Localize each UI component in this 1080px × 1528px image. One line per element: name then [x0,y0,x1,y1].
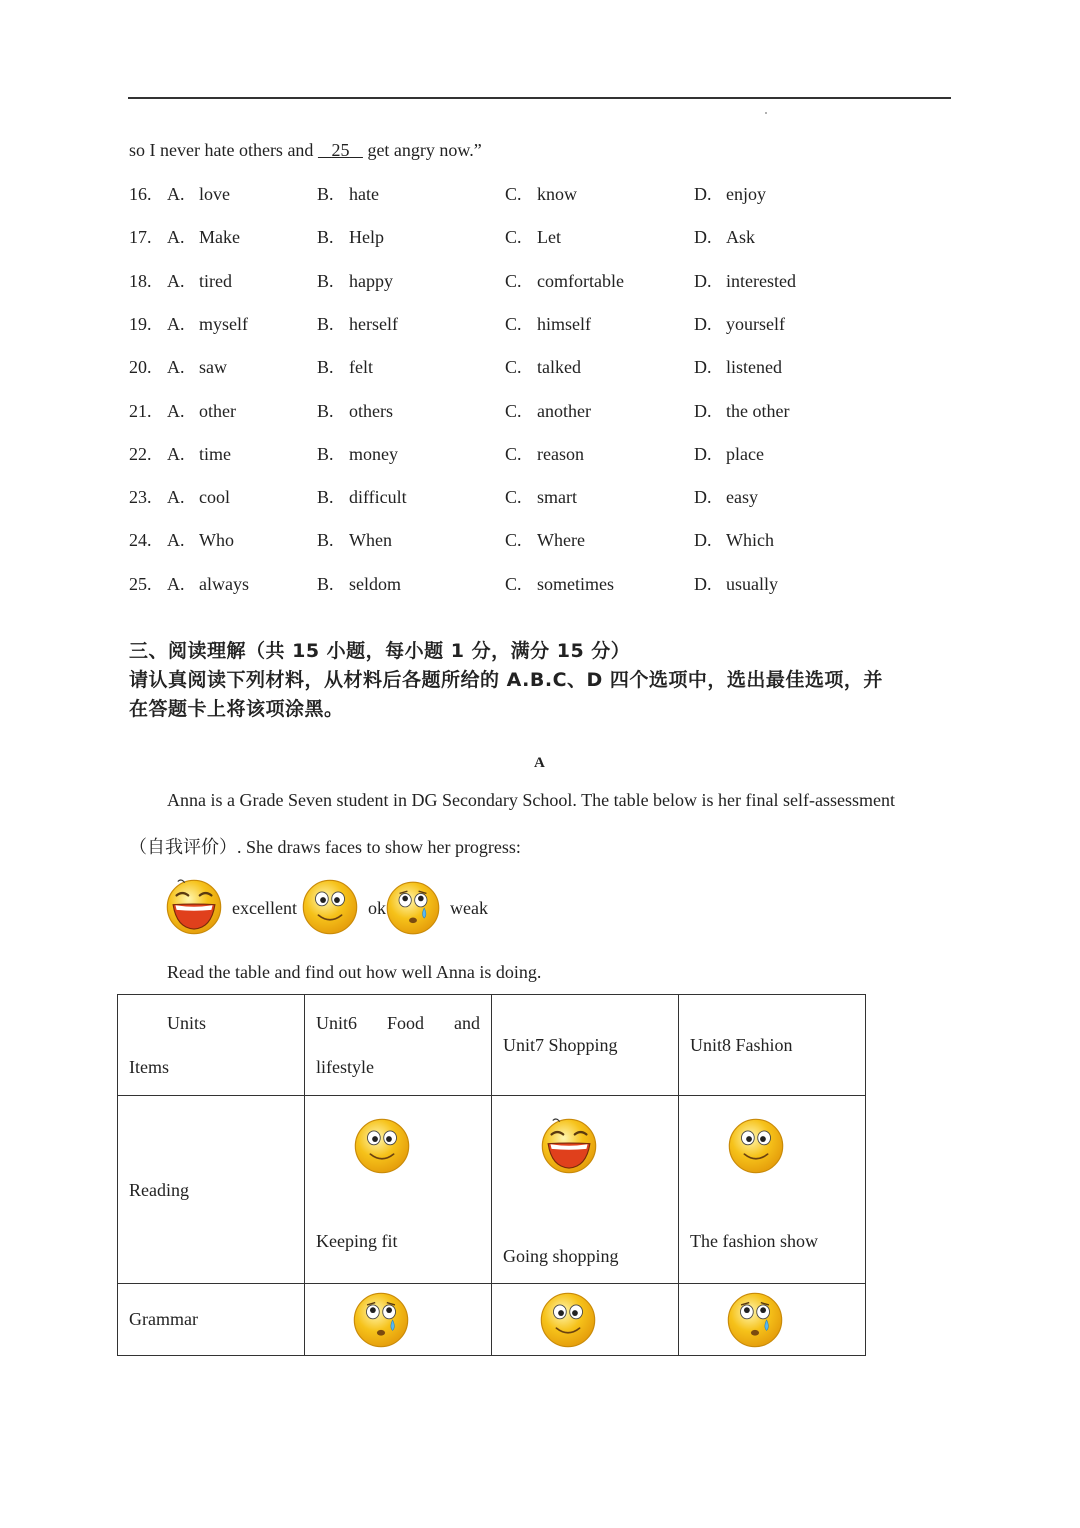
blank-25 [318,140,363,160]
blank-25-number: 25 [331,140,350,160]
option-letter-c: C. [505,313,522,334]
unit6-line-2: lifestyle [316,1057,374,1077]
option-b: seldom [349,573,401,594]
question-number: 24. [129,530,152,551]
option-letter-a: A. [167,530,185,551]
grammar-unit6-cell [305,1284,492,1356]
option-letter-b: B. [317,443,334,464]
option-a: other [199,400,236,421]
header-unit8-cell [679,995,866,1096]
option-letter-c: C. [505,530,522,551]
passage-end-before: so I never hate others and [129,140,318,160]
option-letter-c: C. [505,227,522,248]
passage-line-1: Anna is a Grade Seven student in DG Secondary School. The table below is her final self-assessment [167,790,895,810]
option-a: Who [199,530,234,551]
option-letter-a: A. [167,227,185,248]
option-letter-d: D. [694,573,712,594]
option-letter-a: A. [167,357,185,378]
option-letter-d: D. [694,530,712,551]
header-units: Units [167,1013,207,1033]
excellent-face-icon [165,878,223,941]
legend-excellent-label: excellent [232,898,297,918]
header-unit7-cell [492,995,679,1096]
option-d: enjoy [726,184,766,204]
option-c: talked [537,357,581,378]
passage-end-after: get angry now.” [362,140,482,160]
option-c: comfortable [537,270,624,291]
speck [765,112,767,114]
option-letter-c: C. [505,270,522,291]
header-units-items-cell [118,995,305,1096]
option-letter-a: A. [167,573,185,594]
option-b: hate [349,184,379,204]
weak-face-icon [385,880,441,941]
option-letter-d: D. [694,357,712,378]
question-number: 19. [129,313,152,334]
unit6-word-1: Unit6 [316,1013,358,1033]
option-letter-b: B. [317,184,334,204]
option-letter-d: D. [694,443,712,464]
grammar-unit8-face-icon [726,1291,784,1354]
table-header-row [118,995,866,1096]
passage-end-line [129,140,482,161]
option-a: cool [199,487,230,508]
reading-label-cell [118,1096,305,1284]
read-table-instruction: Read the table and find out how well Anna is doing. [167,962,542,982]
reading-unit8-cell [679,1096,866,1284]
question-number: 23. [129,487,152,508]
reading-unit8-caption: The fashion show [690,1231,818,1251]
option-c: reason [537,443,584,464]
option-letter-d: D. [694,487,712,508]
header-unit6-cell [305,995,492,1096]
option-letter-b: B. [317,400,334,421]
option-letter-c: C. [505,487,522,508]
option-letter-b: B. [317,573,334,594]
option-c: Let [537,227,561,248]
option-d: the other [726,400,790,421]
option-d: place [726,443,764,464]
question-row [0,227,800,251]
option-a: time [199,443,231,464]
option-c: know [537,184,577,204]
question-number: 25. [129,573,152,594]
option-a: always [199,573,249,594]
option-a: myself [199,313,248,334]
option-letter-d: D. [694,270,712,291]
reading-unit6-caption: Keeping fit [316,1231,398,1251]
option-letter-a: A. [167,400,185,421]
option-c: sometimes [537,573,614,594]
unit6-word-3: and [454,1013,480,1033]
question-row [0,271,800,295]
grammar-unit6-face-icon [352,1291,410,1354]
passage-line-2: （自我评价）. She draws faces to show her progress: [129,837,521,857]
option-b: difficult [349,487,407,508]
unit7-label: Unit7 Shopping [503,1035,618,1055]
option-letter-a: A. [167,443,185,464]
unit6-word-2: Food [387,1013,425,1033]
grammar-unit7-cell [492,1284,679,1356]
section3-instruction-1: 请认真阅读下列材料，从材料后各题所给的 A.B.C、D 四个选项中，选出最佳选项，并 [129,669,883,691]
question-number: 20. [129,357,152,378]
option-d: Ask [726,227,756,248]
ok-face-icon [301,878,359,941]
option-letter-c: C. [505,357,522,378]
option-letter-a: A. [167,184,185,204]
grammar-unit7-face-icon [539,1291,597,1354]
reading-row [118,1096,866,1284]
option-d: Which [726,530,774,551]
reading-unit8-face-icon [727,1117,785,1180]
option-letter-c: C. [505,443,522,464]
option-b: Help [349,227,384,248]
option-d: interested [726,270,796,291]
question-row [0,401,800,425]
option-d: easy [726,487,758,508]
grammar-row [118,1284,866,1356]
option-letter-b: B. [317,227,334,248]
option-c: Where [537,530,585,551]
section3-instruction-2: 在答题卡上将该项涂黑。 [129,698,344,720]
header-items: Items [129,1057,169,1077]
question-row [0,574,800,598]
question-row [0,444,800,468]
reading-unit7-caption: Going shopping [503,1246,619,1266]
option-c: himself [537,313,591,334]
option-b: felt [349,357,373,378]
option-a: love [199,184,230,204]
section3-title: 三、阅读理解（共 15 小题，每小题 1 分，满分 15 分） [129,640,631,662]
option-b: herself [349,313,398,334]
option-letter-d: D. [694,184,712,204]
question-row [0,314,800,338]
option-letter-b: B. [317,357,334,378]
option-letter-a: A. [167,313,185,334]
question-number: 18. [129,270,152,291]
option-letter-d: D. [694,400,712,421]
option-letter-d: D. [694,313,712,334]
question-row [0,530,800,554]
option-letter-b: B. [317,487,334,508]
option-b: happy [349,270,393,291]
reading-unit6-face-icon [353,1117,411,1180]
passage-label: A [534,755,545,771]
option-d: yourself [726,313,785,334]
option-letter-b: B. [317,270,334,291]
question-row [0,357,800,381]
legend-ok-label: ok [368,898,386,918]
option-letter-b: B. [317,313,334,334]
option-a: tired [199,270,232,291]
reading-unit7-face-icon [540,1117,598,1180]
option-letter-a: A. [167,270,185,291]
option-c: smart [537,487,577,508]
grammar-label-cell [118,1284,305,1356]
option-c: another [537,400,591,421]
reading-unit6-cell [305,1096,492,1284]
unit8-label: Unit8 Fashion [690,1035,793,1055]
option-letter-c: C. [505,400,522,421]
option-letter-a: A. [167,487,185,508]
question-number: 16. [129,184,152,204]
header-rule [128,97,951,99]
option-letter-d: D. [694,227,712,248]
option-a: saw [199,357,227,378]
question-number: 17. [129,227,152,248]
option-b: money [349,443,398,464]
option-d: listened [726,357,782,378]
option-b: When [349,530,392,551]
option-letter-c: C. [505,573,522,594]
question-number: 21. [129,400,152,421]
grammar-label: Grammar [129,1309,198,1329]
legend-weak-label: weak [450,898,488,918]
question-row [0,487,800,511]
grammar-unit8-cell [679,1284,866,1356]
self-assessment-table [117,994,866,1356]
reading-unit7-cell [492,1096,679,1284]
question-row [0,184,800,208]
option-letter-c: C. [505,184,522,204]
question-number: 22. [129,443,152,464]
option-b: others [349,400,393,421]
reading-label: Reading [129,1180,189,1200]
option-d: usually [726,573,778,594]
option-a: Make [199,227,240,248]
option-letter-b: B. [317,530,334,551]
